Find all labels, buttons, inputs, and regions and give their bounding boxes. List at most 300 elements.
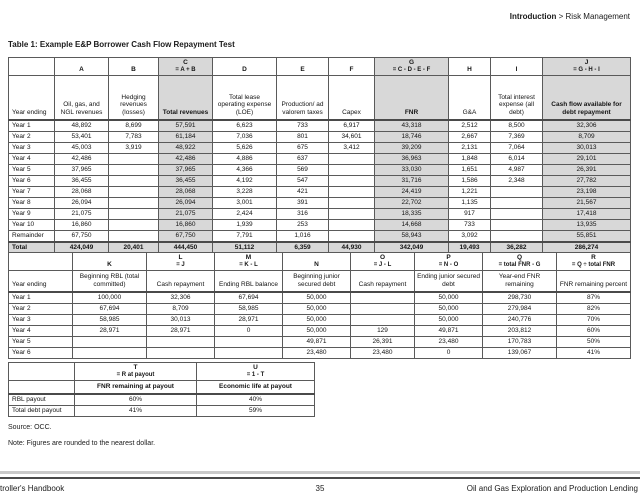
column-label-cell: FNR remaining percent xyxy=(557,270,631,292)
value-cell: 1,586 xyxy=(449,175,491,186)
value-cell: 28,971 xyxy=(215,314,283,325)
column-label-cell: Cash repayment xyxy=(147,270,215,292)
row-label-cell: Year 1 xyxy=(9,292,73,304)
value-cell: 50,000 xyxy=(415,314,483,325)
cash-flow-repayment-table xyxy=(8,57,631,255)
debt-repayment-schedule-table xyxy=(8,252,631,359)
total-value-cell: 19,493 xyxy=(449,242,491,255)
column-letter: H xyxy=(467,66,472,74)
value-cell: 3,228 xyxy=(213,186,277,197)
column-letter: I xyxy=(515,66,518,74)
value-cell: 391 xyxy=(277,197,329,208)
value-cell: 23,480 xyxy=(283,347,351,358)
value-cell: 24,419 xyxy=(375,186,449,197)
column-label-cell: Year-end FNR remaining xyxy=(483,270,557,292)
value-cell: 17,418 xyxy=(543,208,631,219)
value-cell: 637 xyxy=(277,153,329,164)
total-value-cell: 286,274 xyxy=(543,242,631,255)
value-cell: 421 xyxy=(277,186,329,197)
column-formula: = J xyxy=(176,261,185,268)
value-cell: 14,668 xyxy=(375,219,449,230)
value-cell: 36,455 xyxy=(159,175,213,186)
payout-summary-table xyxy=(8,362,315,417)
value-cell: 50% xyxy=(557,336,631,347)
table-row xyxy=(9,336,631,347)
column-formula: = R at payout xyxy=(116,371,155,378)
row-label-cell: Year 2 xyxy=(9,131,55,142)
value-cell: 1,848 xyxy=(449,153,491,164)
value-cell: 13,935 xyxy=(543,219,631,230)
row-label-cell: Year 5 xyxy=(9,336,73,347)
column-letter: R xyxy=(591,254,596,261)
column-letter-cell xyxy=(375,58,449,76)
value-cell xyxy=(109,164,159,175)
value-cell: 6,917 xyxy=(329,120,375,132)
column-letter-cell xyxy=(9,253,73,271)
table-row xyxy=(9,208,631,219)
column-letter-cell xyxy=(9,363,75,381)
row-label-cell: Year 5 xyxy=(9,164,55,175)
column-letter-cell xyxy=(329,58,375,76)
table-row xyxy=(9,314,631,325)
column-letter-cell xyxy=(351,253,415,271)
row-label-cell: Year 2 xyxy=(9,303,73,314)
column-letter: M xyxy=(245,254,252,261)
table-row xyxy=(9,292,631,304)
value-cell: 279,984 xyxy=(483,303,557,314)
breadcrumb-subsection: > Risk Management xyxy=(556,12,630,21)
footer-divider-dark xyxy=(0,477,640,479)
value-cell: 50,000 xyxy=(283,292,351,304)
value-cell xyxy=(329,175,375,186)
total-value-cell: 36,282 xyxy=(491,242,543,255)
column-letter: C xyxy=(183,59,188,66)
column-letter-cell xyxy=(159,58,213,76)
column-label-cell: Economic life at payout xyxy=(197,380,315,394)
value-cell: 34,601 xyxy=(329,131,375,142)
column-letter: E xyxy=(300,66,305,74)
value-cell: 55,851 xyxy=(543,230,631,242)
column-letter: B xyxy=(131,66,136,74)
column-label-cell: Total interest expense (all debt) xyxy=(491,75,543,120)
value-cell: 36,963 xyxy=(375,153,449,164)
column-letter-cell xyxy=(197,363,315,381)
rounding-note: Note: Figures are rounded to the nearest dollar. xyxy=(8,440,156,447)
column-formula: = G - H - I xyxy=(573,66,600,73)
column-letters-row xyxy=(9,253,631,271)
value-cell xyxy=(329,186,375,197)
value-cell: 139,067 xyxy=(483,347,557,358)
value-cell: 675 xyxy=(277,142,329,153)
column-label-cell: Hedging revenues (losses) xyxy=(109,75,159,120)
value-cell: 53,401 xyxy=(55,131,109,142)
row-label-cell: Year 10 xyxy=(9,219,55,230)
table-row xyxy=(9,219,631,230)
column-label-cell: Beginning junior secured debt xyxy=(283,270,351,292)
value-cell: 45,003 xyxy=(55,142,109,153)
table-row xyxy=(9,186,631,197)
value-cell: 58,943 xyxy=(375,230,449,242)
column-letter-cell xyxy=(543,58,631,76)
column-label-cell: Year ending xyxy=(9,75,55,120)
table-row xyxy=(9,230,631,242)
column-letter-cell xyxy=(109,58,159,76)
value-cell: 1,135 xyxy=(449,197,491,208)
value-cell: 32,306 xyxy=(543,120,631,132)
value-cell: 18,746 xyxy=(375,131,449,142)
column-label-cell: Ending junior secured debt xyxy=(415,270,483,292)
row-label-cell: RBL payout xyxy=(9,394,75,406)
value-cell xyxy=(147,347,215,358)
value-cell: 1,939 xyxy=(213,219,277,230)
value-cell: 6,623 xyxy=(213,120,277,132)
column-letter-cell xyxy=(483,253,557,271)
value-cell: 31,716 xyxy=(375,175,449,186)
column-labels-row xyxy=(9,380,315,394)
column-letter xyxy=(11,371,72,379)
total-value-cell: 44,930 xyxy=(329,242,375,255)
value-cell: 3,092 xyxy=(449,230,491,242)
row-label-cell: Year 8 xyxy=(9,197,55,208)
column-letter-cell xyxy=(557,253,631,271)
column-letters-row xyxy=(9,363,315,381)
row-label-cell: Year 7 xyxy=(9,186,55,197)
value-cell: 67,694 xyxy=(73,303,147,314)
value-cell: 40% xyxy=(197,394,315,406)
value-cell: 21,075 xyxy=(55,208,109,219)
value-cell: 50,000 xyxy=(415,292,483,304)
total-value-cell: 6,359 xyxy=(277,242,329,255)
value-cell: 5,626 xyxy=(213,142,277,153)
column-formula: = J - L xyxy=(373,261,392,268)
row-label-cell: Year 6 xyxy=(9,347,73,358)
value-cell: 2,348 xyxy=(491,175,543,186)
value-cell: 3,412 xyxy=(329,142,375,153)
value-cell: 16,860 xyxy=(55,219,109,230)
value-cell: 26,094 xyxy=(159,197,213,208)
value-cell: 27,782 xyxy=(543,175,631,186)
column-label-cell xyxy=(9,380,75,394)
value-cell xyxy=(329,230,375,242)
value-cell xyxy=(329,219,375,230)
column-label-cell: Oil, gas, and NGL revenues xyxy=(55,75,109,120)
value-cell: 2,424 xyxy=(213,208,277,219)
footer-booklet-title: Oil and Gas Exploration and Production Lending xyxy=(466,484,638,493)
value-cell: 60% xyxy=(75,394,197,406)
value-cell xyxy=(109,208,159,219)
column-letter: K xyxy=(107,261,112,269)
row-label-cell: Year 4 xyxy=(9,153,55,164)
value-cell: 298,730 xyxy=(483,292,557,304)
value-cell: 801 xyxy=(277,131,329,142)
value-cell: 28,971 xyxy=(147,325,215,336)
row-label-cell: Total debt payout xyxy=(9,405,75,416)
value-cell: 26,094 xyxy=(55,197,109,208)
value-cell: 22,702 xyxy=(375,197,449,208)
value-cell: 33,030 xyxy=(375,164,449,175)
value-cell: 43,318 xyxy=(375,120,449,132)
value-cell: 32,306 xyxy=(147,292,215,304)
value-cell xyxy=(109,197,159,208)
value-cell: 36,455 xyxy=(55,175,109,186)
value-cell: 569 xyxy=(277,164,329,175)
value-cell: 57,591 xyxy=(159,120,213,132)
value-cell xyxy=(329,197,375,208)
column-label-cell: Beginning RBL (total committed) xyxy=(73,270,147,292)
value-cell xyxy=(147,336,215,347)
table-row xyxy=(9,120,631,132)
column-letter-cell xyxy=(147,253,215,271)
column-label-cell: Year ending xyxy=(9,270,73,292)
column-letter-cell xyxy=(415,253,483,271)
value-cell: 3,001 xyxy=(213,197,277,208)
table-row xyxy=(9,153,631,164)
value-cell: 7,783 xyxy=(109,131,159,142)
column-formula: = A + B xyxy=(175,66,196,73)
value-cell: 50,000 xyxy=(283,303,351,314)
value-cell: 2,512 xyxy=(449,120,491,132)
column-formula: = 1 - T xyxy=(246,371,265,378)
value-cell xyxy=(491,186,543,197)
column-letter: T xyxy=(133,364,138,371)
value-cell xyxy=(491,219,543,230)
value-cell: 129 xyxy=(351,325,415,336)
value-cell: 203,812 xyxy=(483,325,557,336)
value-cell: 8,500 xyxy=(491,120,543,132)
value-cell: 8,699 xyxy=(109,120,159,132)
column-formula: = Q ÷ total FNR xyxy=(571,261,616,268)
value-cell: 23,480 xyxy=(415,336,483,347)
value-cell xyxy=(215,347,283,358)
value-cell: 1,651 xyxy=(449,164,491,175)
value-cell xyxy=(109,175,159,186)
value-cell: 0 xyxy=(415,347,483,358)
table-row xyxy=(9,197,631,208)
value-cell: 3,919 xyxy=(109,142,159,153)
value-cell: 4,886 xyxy=(213,153,277,164)
column-letter xyxy=(11,261,70,269)
value-cell: 42,486 xyxy=(55,153,109,164)
row-label-cell: Year 1 xyxy=(9,120,55,132)
value-cell xyxy=(109,153,159,164)
value-cell: 60% xyxy=(557,325,631,336)
value-cell: 61,184 xyxy=(159,131,213,142)
column-letter-cell xyxy=(9,58,55,76)
value-cell: 2,667 xyxy=(449,131,491,142)
table-row xyxy=(9,131,631,142)
value-cell: 0 xyxy=(215,325,283,336)
value-cell: 50,000 xyxy=(415,303,483,314)
total-value-cell: 20,401 xyxy=(109,242,159,255)
column-formula: = total FNR - G xyxy=(498,261,541,268)
value-cell: 240,776 xyxy=(483,314,557,325)
column-label-cell: FNR remaining at payout xyxy=(75,380,197,394)
breadcrumb xyxy=(510,12,630,21)
value-cell: 39,209 xyxy=(375,142,449,153)
column-letter-cell xyxy=(449,58,491,76)
table-row xyxy=(9,347,631,358)
total-value-cell: 51,112 xyxy=(213,242,277,255)
value-cell: 1,221 xyxy=(449,186,491,197)
row-label-cell: Year 4 xyxy=(9,325,73,336)
value-cell: 67,750 xyxy=(55,230,109,242)
column-letter: Q xyxy=(516,254,523,261)
value-cell xyxy=(491,197,543,208)
column-formula: = K - L xyxy=(239,261,258,268)
value-cell: 16,860 xyxy=(159,219,213,230)
value-cell: 41% xyxy=(75,405,197,416)
value-cell: 59% xyxy=(197,405,315,416)
total-value-cell: 342,049 xyxy=(375,242,449,255)
table-row xyxy=(9,394,315,406)
column-label-cell: Cash repayment xyxy=(351,270,415,292)
value-cell xyxy=(215,336,283,347)
value-cell: 48,922 xyxy=(159,142,213,153)
value-cell: 8,709 xyxy=(543,131,631,142)
column-letter: L xyxy=(178,254,183,261)
column-label-cell: FNR xyxy=(375,75,449,120)
column-letter: U xyxy=(253,364,258,371)
column-letter-cell xyxy=(75,363,197,381)
source-note: Source: OCC. xyxy=(8,424,52,431)
column-labels-row xyxy=(9,75,631,120)
value-cell xyxy=(109,219,159,230)
value-cell: 6,014 xyxy=(491,153,543,164)
value-cell: 4,366 xyxy=(213,164,277,175)
value-cell: 23,198 xyxy=(543,186,631,197)
column-label-cell: Total lease operating expense (LOE) xyxy=(213,75,277,120)
value-cell: 50,000 xyxy=(283,325,351,336)
table-row xyxy=(9,405,315,416)
value-cell xyxy=(351,314,415,325)
column-label-cell: Ending RBL balance xyxy=(215,270,283,292)
total-label-cell: Total xyxy=(9,242,55,255)
value-cell: 82% xyxy=(557,303,631,314)
value-cell: 29,101 xyxy=(543,153,631,164)
row-label-cell: Year 6 xyxy=(9,175,55,186)
value-cell: 58,985 xyxy=(215,303,283,314)
value-cell: 733 xyxy=(449,219,491,230)
footer-divider-light xyxy=(0,471,640,474)
value-cell: 733 xyxy=(277,120,329,132)
page-title: Table 1: Example E&P Borrower Cash Flow Repayment Test xyxy=(8,40,235,49)
value-cell xyxy=(109,186,159,197)
value-cell xyxy=(351,292,415,304)
breadcrumb-section: Introduction xyxy=(509,12,557,21)
value-cell: 87% xyxy=(557,292,631,304)
column-label-cell: Capex xyxy=(329,75,375,120)
value-cell: 28,068 xyxy=(55,186,109,197)
value-cell: 7,036 xyxy=(213,131,277,142)
column-formula: = C - D - E - F xyxy=(392,66,431,73)
value-cell xyxy=(73,336,147,347)
value-cell xyxy=(491,208,543,219)
value-cell: 70% xyxy=(557,314,631,325)
column-letter-cell xyxy=(55,58,109,76)
column-letter-cell xyxy=(73,253,147,271)
value-cell: 67,750 xyxy=(159,230,213,242)
value-cell: 30,013 xyxy=(543,142,631,153)
value-cell: 7,064 xyxy=(491,142,543,153)
column-letter: N xyxy=(314,261,319,269)
value-cell: 28,971 xyxy=(73,325,147,336)
value-cell: 18,335 xyxy=(375,208,449,219)
value-cell: 48,892 xyxy=(55,120,109,132)
table-row xyxy=(9,175,631,186)
column-letter-cell xyxy=(277,58,329,76)
value-cell: 37,965 xyxy=(55,164,109,175)
value-cell xyxy=(329,164,375,175)
value-cell: 1,016 xyxy=(277,230,329,242)
value-cell: 316 xyxy=(277,208,329,219)
column-label-cell: Production/ ad valorem taxes xyxy=(277,75,329,120)
value-cell xyxy=(73,347,147,358)
row-label-cell: Remainder xyxy=(9,230,55,242)
value-cell: 21,075 xyxy=(159,208,213,219)
column-letters-row xyxy=(9,58,631,76)
total-value-cell: 444,450 xyxy=(159,242,213,255)
value-cell: 100,000 xyxy=(73,292,147,304)
row-label-cell: Year 3 xyxy=(9,314,73,325)
value-cell xyxy=(109,230,159,242)
column-letter: D xyxy=(242,66,247,74)
column-letter: G xyxy=(408,59,415,66)
value-cell: 67,694 xyxy=(215,292,283,304)
value-cell xyxy=(329,208,375,219)
column-letter: O xyxy=(379,254,386,261)
value-cell: 42,486 xyxy=(159,153,213,164)
value-cell: 4,192 xyxy=(213,175,277,186)
value-cell: 7,791 xyxy=(213,230,277,242)
column-letter-cell xyxy=(213,58,277,76)
value-cell: 2,131 xyxy=(449,142,491,153)
value-cell: 170,783 xyxy=(483,336,557,347)
row-label-cell: Year 9 xyxy=(9,208,55,219)
column-letter xyxy=(11,66,52,74)
value-cell: 26,391 xyxy=(543,164,631,175)
value-cell: 23,480 xyxy=(351,347,415,358)
column-letter-cell xyxy=(215,253,283,271)
row-label-cell: Year 3 xyxy=(9,142,55,153)
value-cell: 50,000 xyxy=(283,314,351,325)
value-cell: 4,987 xyxy=(491,164,543,175)
value-cell xyxy=(351,303,415,314)
column-letter: P xyxy=(446,254,451,261)
column-letter-cell xyxy=(491,58,543,76)
column-formula: = N - O xyxy=(438,261,459,268)
value-cell: 917 xyxy=(449,208,491,219)
table-row xyxy=(9,164,631,175)
value-cell: 58,985 xyxy=(73,314,147,325)
value-cell: 21,567 xyxy=(543,197,631,208)
value-cell: 26,391 xyxy=(351,336,415,347)
value-cell: 37,965 xyxy=(159,164,213,175)
table-row xyxy=(9,142,631,153)
column-label-cell: Cash flow available for debt repayment xyxy=(543,75,631,120)
value-cell: 49,871 xyxy=(415,325,483,336)
value-cell: 28,068 xyxy=(159,186,213,197)
value-cell: 49,871 xyxy=(283,336,351,347)
column-letter: A xyxy=(79,66,84,74)
table-row xyxy=(9,303,631,314)
column-labels-row xyxy=(9,270,631,292)
column-letter-cell xyxy=(283,253,351,271)
value-cell xyxy=(329,153,375,164)
column-label-cell: G&A xyxy=(449,75,491,120)
total-value-cell: 424,049 xyxy=(55,242,109,255)
value-cell xyxy=(491,230,543,242)
table-row xyxy=(9,325,631,336)
